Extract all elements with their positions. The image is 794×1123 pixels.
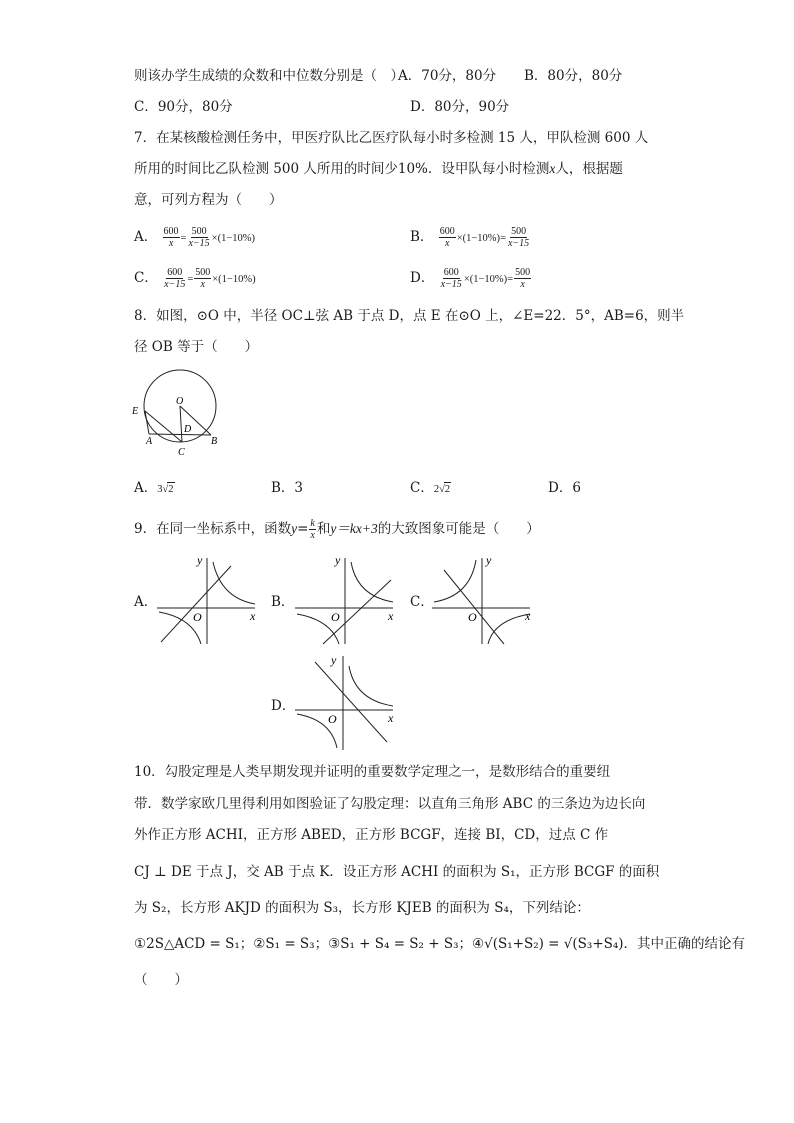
- q9-graph-c: [430, 550, 535, 646]
- q7-stem-line2: [134, 159, 623, 179]
- q7-option-c[interactable]: C． $\frac{600}{x-15}$ = $\frac{500}{x}$ ×(1−10%): [134, 267, 256, 290]
- q8-option-d[interactable]: D．6: [548, 480, 581, 496]
- q9-option-d[interactable]: D．: [271, 698, 296, 714]
- q8-stem-line1: 8．如图，⊙O 中，半径 OC⊥弦 AB 于点 D，点 E 在⊙O 上，∠E=22．5°，AB=6，则半: [134, 308, 685, 324]
- q7-stem-line3: 意，可列方程为（ ）: [134, 192, 283, 208]
- svg-text:O: O: [468, 610, 477, 624]
- q10-stem-line2: 带．数学家欧几里得利用如图验证了勾股定理：以直角三角形 ABC 的三条边为边长向: [134, 796, 646, 812]
- q6-option-a[interactable]: A．70分，80分: [398, 68, 497, 84]
- q10-answer-bracket: （ ）: [134, 972, 188, 988]
- q9-graph-b: [293, 550, 398, 646]
- q9-option-b[interactable]: B．: [271, 594, 295, 610]
- q6-option-c[interactable]: C．90分，80分: [134, 99, 233, 115]
- q7-c-frac2: $\frac{500}{x}$: [195, 267, 211, 290]
- q8-label-a: A: [146, 436, 153, 447]
- q8-label-d: D: [184, 424, 192, 435]
- q7-line2-a: 所用的时间比乙队检测 500 人所用的时间少10%．设甲队每小时检测: [134, 161, 550, 177]
- q6-option-d[interactable]: D．80分，90分: [410, 99, 510, 115]
- svg-text:y: y: [331, 653, 337, 667]
- q7-b-frac2: $\frac{500}{x-15}$: [507, 226, 530, 249]
- q9-option-a[interactable]: A．: [134, 594, 158, 610]
- q7-option-d[interactable]: D． $\frac{600}{x-15}$ ×(1−10%)= $\frac{500}{x}$: [410, 267, 531, 290]
- svg-text:y: y: [335, 553, 341, 567]
- q9-stem: 9．在同一坐标系中，函数y= $\frac{k}{x}$ 和y＝kx+3的大致图象可能是（ ）: [134, 518, 540, 541]
- q7-option-b[interactable]: B． $\frac{600}{x}$ ×(1−10%)= $\frac{500}{x-15}$: [410, 226, 530, 249]
- q7-c-label: C．: [134, 270, 158, 286]
- q8-label-b: B: [211, 436, 218, 447]
- q10-conclusions: ①2S△ACD = S₁；②S₁ = S₃；③S₁ + S₄ = S₂ + S₃；④√(S₁+S₂) = √(S₃+S₄)．其中正确的结论有: [134, 936, 746, 952]
- svg-text:O: O: [328, 712, 337, 726]
- q7-a-label: A．: [134, 229, 158, 245]
- q10-stem-line3: 外作正方形 ACHI，正方形 ABED，正方形 BCGF，连接 BI，CD，过点 C 作: [134, 827, 609, 843]
- q8-option-b[interactable]: B．3: [271, 480, 304, 496]
- q8-label-e: E: [132, 406, 139, 417]
- q8-label-c: C: [178, 447, 185, 458]
- svg-text:O: O: [331, 610, 340, 624]
- q7-var-x: x: [549, 161, 556, 176]
- q6-option-b[interactable]: B．80分，80分: [524, 68, 623, 84]
- svg-text:y: y: [486, 553, 492, 567]
- q9-k-over-x: $\frac{k}{x}$: [310, 518, 315, 541]
- q7-a-frac2: $\frac{500}{x-15}$: [188, 226, 210, 249]
- q7-b-label: B．: [410, 229, 434, 245]
- q7-d-frac1: $\frac{600}{x-15}$: [440, 267, 462, 290]
- svg-text:x: x: [388, 609, 394, 623]
- q9-graph-d: [293, 652, 398, 752]
- svg-text:x: x: [525, 609, 531, 623]
- q7-b-frac1: $\frac{600}{x}$: [439, 226, 455, 249]
- q9-graph-a: [155, 550, 260, 646]
- q7-d-label: D．: [410, 270, 435, 286]
- svg-text:x: x: [250, 609, 256, 623]
- svg-text:x: x: [388, 711, 394, 725]
- q10-stem-line5: 为 S₂，长方形 AKJD 的面积为 S₃，长方形 KJEB 的面积为 S₄，下列结论：: [134, 900, 590, 916]
- q7-d-frac2: $\frac{500}{x}$: [515, 267, 531, 290]
- svg-text:y: y: [197, 553, 203, 567]
- q8-stem-line2: 径 OB 等于（ ）: [134, 339, 259, 355]
- q7-stem-line1: 7．在某核酸检测任务中，甲医疗队比乙医疗队每小时多检测 15 人，甲队检测 600 人: [134, 130, 649, 146]
- q9-option-c[interactable]: C．: [410, 594, 434, 610]
- q8-radius-oc: [180, 406, 182, 442]
- q10-stem-line4: CJ ⊥ DE 于点 J，交 AB 于点 K．设正方形 ACHI 的面积为 S₁，正方形 BCGF 的面积: [134, 864, 660, 880]
- q7-option-a[interactable]: A． $\frac{600}{x}$ = $\frac{500}{x-15}$ ×(1−10%): [134, 226, 255, 249]
- q10-stem-line1: 10．勾股定理是人类早期发现并证明的重要数学定理之一，是数形结合的重要纽: [134, 764, 611, 780]
- q8-option-a[interactable]: A．3√2: [134, 480, 174, 496]
- q8-label-o: O: [176, 396, 184, 407]
- q7-a-frac1: $\frac{600}{x}$: [163, 226, 179, 249]
- q6-stem-tail: 则该办学生成绩的众数和中位数分别是（ ）: [134, 68, 404, 84]
- q7-line2-b: 人，根据题: [555, 161, 623, 177]
- svg-text:O: O: [193, 610, 202, 624]
- q7-c-frac1: $\frac{600}{x-15}$: [164, 267, 186, 290]
- q8-circle-figure: [128, 366, 228, 462]
- q8-option-c[interactable]: C．2√2: [410, 480, 451, 496]
